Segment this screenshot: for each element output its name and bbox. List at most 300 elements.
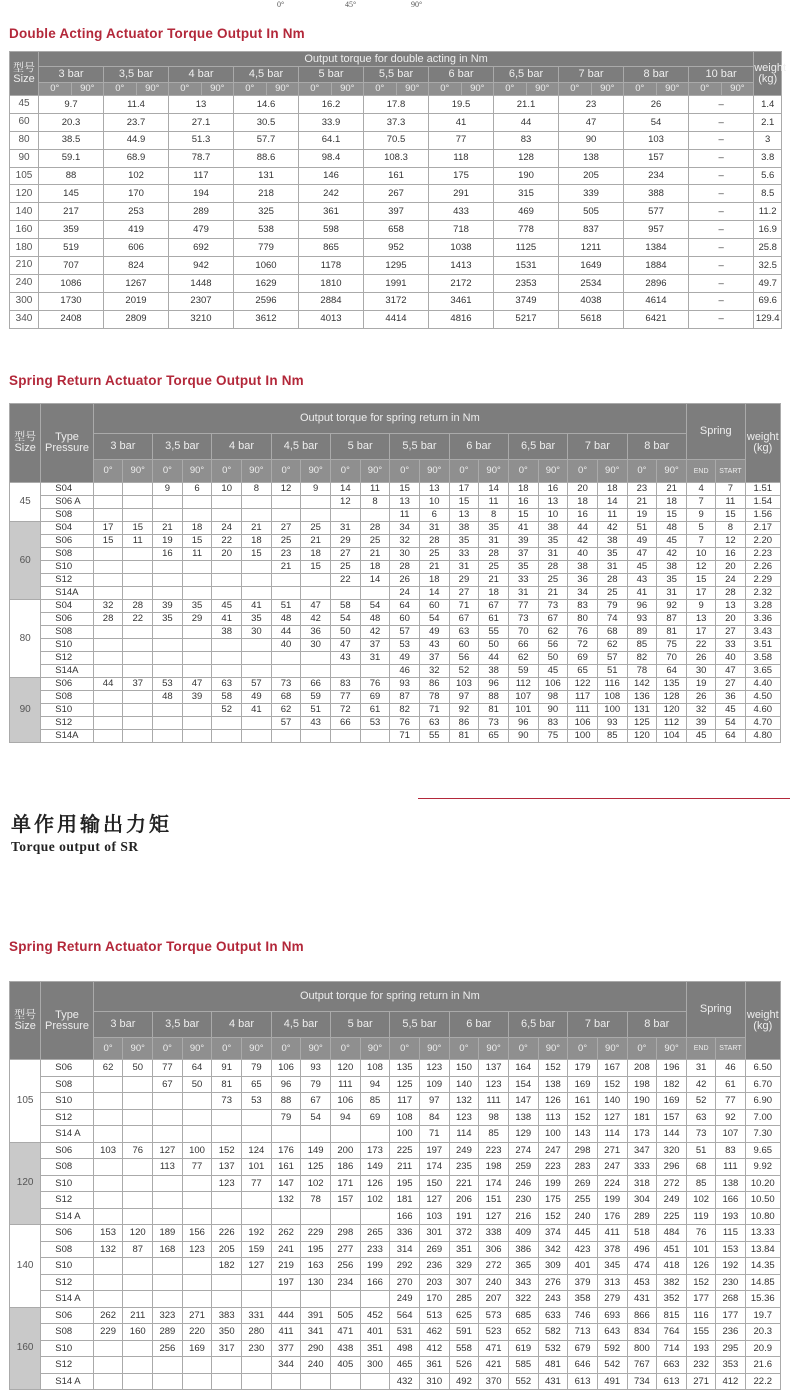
torque-cell [123, 1126, 153, 1143]
torque-cell: 28 [360, 522, 390, 535]
torque-cell: 21 [538, 587, 568, 600]
pressure-header: 6 bar [449, 434, 508, 460]
angle-header: 90° [301, 1038, 331, 1060]
weight-cell: 2.20 [745, 535, 780, 548]
torque-cell: 625 [449, 1307, 479, 1324]
torque-cell: 31 [331, 522, 361, 535]
torque-cell: 247 [538, 1142, 568, 1159]
torque-cell: 25 [331, 561, 361, 574]
weight-cell: 3.43 [745, 626, 780, 639]
table-row [10, 96, 782, 114]
torque-cell: 262 [93, 1307, 123, 1324]
spring-start-cell: 12 [716, 535, 745, 548]
torque-cell: 79 [242, 1060, 272, 1077]
type-cell: S08 [41, 691, 93, 704]
torque-cell: 351 [449, 1241, 479, 1258]
torque-cell [123, 483, 153, 496]
torque-cell: 97 [419, 1093, 449, 1110]
torque-cell: 866 [627, 1307, 657, 1324]
torque-cell: 36 [568, 574, 598, 587]
torque-cell: 69 [568, 652, 598, 665]
spring-start-cell: 46 [716, 1060, 745, 1077]
torque-cell: 132 [93, 1241, 123, 1258]
torque-cell: 145 [39, 185, 104, 203]
torque-cell: 71 [419, 704, 449, 717]
torque-cell [242, 496, 272, 509]
torque-cell: 9 [301, 483, 331, 496]
torque-cell: 62 [93, 1060, 123, 1077]
type-header: Type Pressure [41, 982, 93, 1060]
torque-cell: 44.9 [104, 131, 169, 149]
torque-cell: 50 [182, 1076, 212, 1093]
weight-cell: 2.1 [754, 113, 782, 131]
torque-cell: 154 [508, 1076, 538, 1093]
torque-cell: 47 [627, 548, 657, 561]
torque-cell: 42 [568, 535, 598, 548]
torque-cell: 59 [508, 665, 538, 678]
torque-cell [93, 652, 123, 665]
torque-cell: 67 [153, 1076, 183, 1093]
torque-cell [360, 1291, 390, 1308]
torque-cell [93, 717, 123, 730]
torque-cell [242, 1291, 272, 1308]
angle-header: 0° [449, 1038, 479, 1060]
torque-cell: 169 [182, 1340, 212, 1357]
torque-cell: 388 [624, 185, 689, 203]
torque-cell: 271 [182, 1307, 212, 1324]
torque-cell: 88 [271, 1093, 301, 1110]
angle-label: 45° [345, 0, 357, 9]
torque-cell: 103 [624, 131, 689, 149]
weight-cell: 16.9 [754, 221, 782, 239]
torque-cell: 100 [597, 704, 627, 717]
torque-cell: 123 [182, 1241, 212, 1258]
torque-cell [182, 1109, 212, 1126]
torque-cell: 34 [568, 587, 598, 600]
torque-cell: 291 [429, 185, 494, 203]
torque-cell: 31 [597, 561, 627, 574]
torque-cell: 159 [242, 1241, 272, 1258]
torque-cell: 418 [657, 1258, 687, 1275]
torque-cell: 377 [271, 1340, 301, 1357]
torque-cell: 14 [360, 574, 390, 587]
torque-cell: 370 [479, 1373, 509, 1390]
spring-end-cell: 9 [687, 600, 716, 613]
torque-cell: 323 [153, 1307, 183, 1324]
torque-cell: 351 [360, 1340, 390, 1357]
type-cell: S12 [41, 1109, 93, 1126]
spring-start-cell: 138 [716, 1175, 745, 1192]
torque-cell: 519 [39, 239, 104, 257]
sr-heading-chinese: 单作用输出力矩 [11, 812, 172, 836]
torque-cell: 208 [627, 1060, 657, 1077]
torque-cell: – [689, 113, 754, 131]
torque-cell: 182 [212, 1258, 242, 1275]
size-cell: 300 [10, 292, 39, 310]
torque-cell [301, 1126, 331, 1143]
weight-cell: 3.51 [745, 639, 780, 652]
torque-cell [93, 1192, 123, 1209]
angle-header: 90° [526, 83, 559, 96]
torque-cell: 223 [538, 1159, 568, 1176]
torque-cell: 663 [657, 1357, 687, 1374]
torque-cell: 199 [538, 1175, 568, 1192]
torque-cell: 20 [212, 548, 242, 561]
torque-cell [93, 574, 123, 587]
torque-cell: 800 [627, 1340, 657, 1357]
pressure-header: 7 bar [559, 67, 624, 83]
angle-header: 0° [627, 460, 657, 483]
spring-end-cell: 73 [687, 1126, 716, 1143]
torque-cell: 120 [331, 1060, 361, 1077]
torque-cell [360, 1208, 390, 1225]
torque-cell: 28 [479, 548, 509, 561]
weight-cell: 3.65 [745, 665, 780, 678]
pressure-header: 5 bar [299, 67, 364, 83]
torque-cell: 131 [627, 704, 657, 717]
torque-cell: 174 [419, 1159, 449, 1176]
spring-end-cell: 152 [687, 1274, 716, 1291]
torque-cell: 74 [597, 613, 627, 626]
angle-header: 0° [331, 1038, 361, 1060]
torque-cell: 96 [627, 600, 657, 613]
torque-cell: 54 [360, 600, 390, 613]
torque-cell: 96 [479, 678, 509, 691]
torque-cell: 65 [568, 665, 598, 678]
table-row [10, 1109, 781, 1126]
torque-cell: 102 [104, 167, 169, 185]
torque-cell: 14 [479, 483, 509, 496]
pressure-header: 3 bar [39, 67, 104, 83]
torque-cell [360, 509, 390, 522]
torque-cell: 3210 [169, 310, 234, 328]
torque-cell: 4013 [299, 310, 364, 328]
table-row [10, 548, 781, 561]
torque-cell: 50 [479, 639, 509, 652]
torque-cell: 2596 [234, 292, 299, 310]
torque-cell [271, 1291, 301, 1308]
torque-cell: 108 [597, 691, 627, 704]
size-cell: 45 [10, 483, 41, 522]
weight-cell: 25.8 [754, 239, 782, 257]
torque-cell: 18 [597, 483, 627, 496]
table-row [10, 639, 781, 652]
weight-cell: 11.2 [754, 203, 782, 221]
torque-cell: 230 [508, 1192, 538, 1209]
torque-cell: 300 [360, 1357, 390, 1374]
torque-cell: 271 [597, 1142, 627, 1159]
torque-cell: 15 [182, 535, 212, 548]
torque-cell: 120 [657, 704, 687, 717]
torque-cell [242, 717, 272, 730]
torque-cell: 14.6 [234, 96, 299, 114]
spring-end-cell: 76 [687, 1225, 716, 1242]
torque-cell: – [689, 310, 754, 328]
table-row [10, 1175, 781, 1192]
weight-cell: 8.5 [754, 185, 782, 203]
table-row [10, 1076, 781, 1093]
angle-header: 90° [657, 1038, 687, 1060]
torque-cell: 126 [538, 1093, 568, 1110]
angle-header: 0° [627, 1038, 657, 1060]
spring-start-cell: 36 [716, 691, 745, 704]
torque-cell: 151 [479, 1192, 509, 1209]
weight-cell: 7.30 [745, 1126, 780, 1143]
torque-cell [153, 574, 183, 587]
torque-cell: 283 [568, 1159, 598, 1176]
spring-start-cell: 77 [716, 1093, 745, 1110]
torque-cell: 255 [568, 1192, 598, 1209]
torque-cell: 779 [234, 239, 299, 257]
torque-cell: 103 [449, 678, 479, 691]
torque-cell [123, 1076, 153, 1093]
pressure-header: 4 bar [212, 1012, 271, 1038]
spring-end-cell: 19 [687, 678, 716, 691]
pressure-header: 4 bar [169, 67, 234, 83]
torque-cell: 52 [449, 665, 479, 678]
type-cell: S06 [41, 1225, 93, 1242]
torque-cell: 69 [360, 691, 390, 704]
torque-cell [182, 717, 212, 730]
weight-cell: 1.56 [745, 509, 780, 522]
weight-cell: 6.90 [745, 1093, 780, 1110]
torque-cell: 124 [242, 1142, 272, 1159]
torque-cell: 692 [169, 239, 234, 257]
torque-cell: 216 [508, 1208, 538, 1225]
spring-end-header: END [687, 460, 716, 483]
weight-cell: 6.50 [745, 1060, 780, 1077]
torque-cell: 256 [331, 1258, 361, 1275]
torque-cell: 289 [169, 203, 234, 221]
torque-cell: 38 [657, 561, 687, 574]
torque-cell: 18 [419, 574, 449, 587]
torque-cell: 16 [153, 548, 183, 561]
torque-cell [182, 1126, 212, 1143]
torque-cell: 125 [627, 717, 657, 730]
torque-cell [242, 1373, 272, 1390]
torque-cell: 169 [568, 1076, 598, 1093]
torque-cell: 19 [153, 535, 183, 548]
torque-cell: 41 [242, 704, 272, 717]
angle-header: 0° [568, 460, 598, 483]
torque-cell: 431 [627, 1291, 657, 1308]
torque-cell: 325 [234, 203, 299, 221]
torque-cell: 181 [390, 1192, 420, 1209]
angle-header: 90° [331, 83, 364, 96]
torque-cell: 54 [301, 1109, 331, 1126]
torque-cell: 137 [212, 1159, 242, 1176]
torque-cell: 39 [182, 691, 212, 704]
type-cell: S04 [41, 483, 93, 496]
spring-end-cell: 39 [687, 717, 716, 730]
spring-start-cell: 177 [716, 1307, 745, 1324]
torque-cell: 16 [568, 509, 598, 522]
torque-cell [153, 1093, 183, 1110]
torque-cell [153, 639, 183, 652]
torque-cell [182, 1274, 212, 1291]
torque-cell: 81 [212, 1076, 242, 1093]
torque-cell: 465 [390, 1357, 420, 1374]
torque-cell [123, 1109, 153, 1126]
torque-cell: – [689, 257, 754, 275]
torque-cell: 205 [212, 1241, 242, 1258]
torque-cell: 8 [242, 483, 272, 496]
torque-cell: 280 [242, 1324, 272, 1341]
torque-cell: 350 [212, 1324, 242, 1341]
spring-end-cell: 7 [687, 535, 716, 548]
torque-cell: 98 [479, 1109, 509, 1126]
size-cell: 80 [10, 600, 41, 678]
torque-cell: 18 [508, 483, 538, 496]
torque-cell: 31 [538, 548, 568, 561]
torque-cell [153, 1357, 183, 1374]
torque-cell: 21 [419, 561, 449, 574]
group-header: Output torque for spring return in Nm [93, 404, 686, 434]
torque-cell: 85 [597, 730, 627, 743]
torque-cell: 61 [479, 613, 509, 626]
torque-cell [301, 652, 331, 665]
torque-cell: 93 [627, 613, 657, 626]
angle-label: 90° [411, 0, 423, 9]
torque-cell: 77 [182, 1159, 212, 1176]
torque-cell [360, 1373, 390, 1390]
size-header: 型号 Size [10, 982, 41, 1060]
torque-cell [212, 1373, 242, 1390]
torque-cell: 693 [597, 1307, 627, 1324]
spring-end-cell: 126 [687, 1258, 716, 1275]
torque-cell [182, 496, 212, 509]
torque-cell [123, 1208, 153, 1225]
torque-cell: 361 [299, 203, 364, 221]
torque-cell [212, 1291, 242, 1308]
torque-cell: 432 [390, 1373, 420, 1390]
torque-cell: 15 [390, 483, 420, 496]
torque-cell: 127 [597, 1109, 627, 1126]
torque-cell: 471 [479, 1340, 509, 1357]
torque-cell: 28 [597, 574, 627, 587]
torque-cell: – [689, 131, 754, 149]
torque-cell: 76 [390, 717, 420, 730]
torque-cell: 75 [538, 730, 568, 743]
pressure-header: 4,5 bar [271, 434, 330, 460]
torque-cell: 25 [360, 535, 390, 548]
torque-cell [271, 665, 301, 678]
torque-cell [93, 561, 123, 574]
torque-cell: 129 [508, 1126, 538, 1143]
torque-cell: 30 [301, 639, 331, 652]
spring-end-cell: 232 [687, 1357, 716, 1374]
weight-cell: 14.85 [745, 1274, 780, 1291]
torque-cell: 106 [568, 717, 598, 730]
spring-end-cell: 68 [687, 1159, 716, 1176]
torque-cell: 76 [123, 1142, 153, 1159]
torque-cell: 81 [657, 626, 687, 639]
torque-cell [153, 1208, 183, 1225]
angle-header: 0° [331, 460, 361, 483]
size-cell: 340 [10, 310, 39, 328]
torque-cell: 19 [627, 509, 657, 522]
torque-cell: 505 [331, 1307, 361, 1324]
table-row [10, 678, 781, 691]
spring-end-cell: 119 [687, 1208, 716, 1225]
torque-cell: 73 [212, 1093, 242, 1110]
torque-cell: 87 [390, 691, 420, 704]
torque-cell: 94 [360, 1076, 390, 1093]
spring-end-cell: 4 [687, 483, 716, 496]
type-cell: S08 [41, 548, 93, 561]
torque-cell [360, 730, 390, 743]
torque-cell: 90 [508, 730, 538, 743]
torque-cell: 11 [123, 535, 153, 548]
weight-cell: 13.33 [745, 1225, 780, 1242]
spring-start-cell: 8 [716, 522, 745, 535]
torque-cell: 66 [331, 717, 361, 730]
torque-cell: 90 [559, 131, 624, 149]
torque-cell: 240 [301, 1357, 331, 1374]
torque-cell: 292 [390, 1258, 420, 1275]
type-cell: S14 A [41, 1291, 93, 1308]
torque-cell: 189 [153, 1225, 183, 1242]
torque-cell: 93 [301, 1060, 331, 1077]
pressure-header: 6 bar [429, 67, 494, 83]
size-cell: 160 [10, 221, 39, 239]
torque-cell: 15 [657, 509, 687, 522]
type-cell: S04 [41, 522, 93, 535]
torque-cell [123, 1291, 153, 1308]
torque-cell: 97 [449, 691, 479, 704]
size-header: 型号 Size [10, 404, 41, 483]
torque-cell: 49 [627, 535, 657, 548]
torque-cell: 152 [568, 1109, 598, 1126]
spring-end-cell: 5 [687, 522, 716, 535]
table-row [10, 274, 782, 292]
torque-cell: 386 [508, 1241, 538, 1258]
torque-cell: 37 [123, 678, 153, 691]
torque-cell: 29 [449, 574, 479, 587]
torque-cell: 101 [242, 1159, 272, 1176]
torque-cell: 37 [360, 639, 390, 652]
angle-header: 0° [271, 460, 301, 483]
type-cell: S12 [41, 652, 93, 665]
torque-cell [212, 1357, 242, 1374]
torque-cell: 336 [390, 1225, 420, 1242]
angle-header: 0° [212, 460, 242, 483]
torque-cell: 5217 [494, 310, 559, 328]
torque-cell [301, 1208, 331, 1225]
torque-cell: 71 [449, 600, 479, 613]
torque-cell: 190 [627, 1093, 657, 1110]
torque-cell [123, 496, 153, 509]
torque-cell: 128 [657, 691, 687, 704]
torque-cell: 190 [494, 167, 559, 185]
angle-header: 0° [364, 83, 397, 96]
torque-cell: 166 [360, 1274, 390, 1291]
torque-cell: 194 [169, 185, 234, 203]
torque-cell: 181 [627, 1109, 657, 1126]
torque-cell [153, 1126, 183, 1143]
size-cell: 180 [10, 239, 39, 257]
torque-cell: 344 [271, 1357, 301, 1374]
torque-cell: 942 [169, 257, 234, 275]
torque-cell: 453 [627, 1274, 657, 1291]
torque-cell: 46 [390, 665, 420, 678]
torque-cell: 834 [627, 1324, 657, 1341]
torque-cell: 411 [597, 1225, 627, 1242]
torque-cell: 306 [479, 1241, 509, 1258]
torque-cell: 90 [538, 704, 568, 717]
torque-cell [93, 1340, 123, 1357]
torque-cell: 84 [419, 1109, 449, 1126]
